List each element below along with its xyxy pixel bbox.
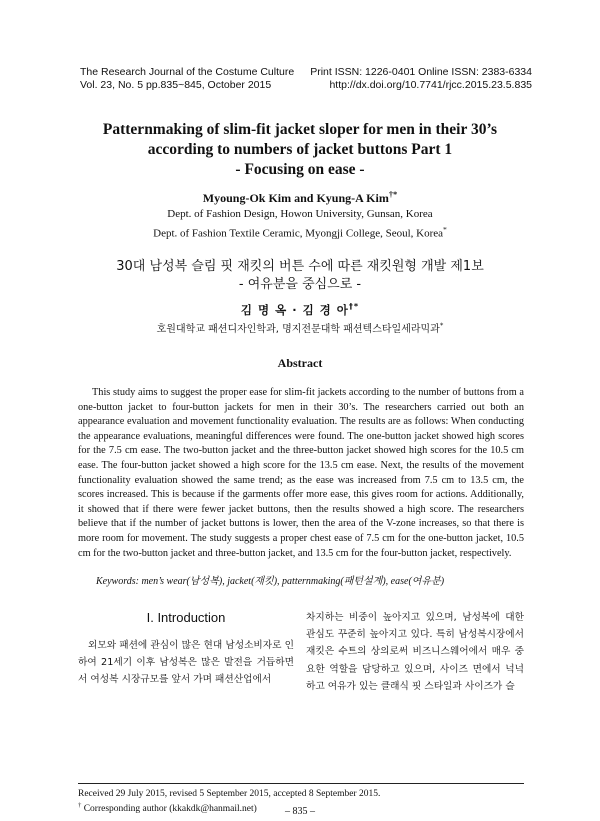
intro-paragraph-left: 외모와 패션에 관심이 많은 현대 남성소비자로 인하여 21세기 이후 남성복은 많은 발전을 거듭하면서 여성복 시장규모를 앞서 가며 패션산업에서 <box>78 640 294 686</box>
section-heading-introduction: I. Introduction <box>146 610 226 625</box>
intro-column-right <box>306 609 524 695</box>
corresponding-text: Corresponding author (kkakdk@hanmail.net) <box>81 804 257 815</box>
running-header-right <box>310 66 532 92</box>
author-mark: †* <box>388 190 398 199</box>
intro-paragraph-right: 차지하는 비중이 높아지고 있으며, 남성복에 대한 관심도 꾸준히 높아지고 있다. 특히 남성복시장에서 재킷은 수트의 상의로써 비즈니스웨어에서 매우 중요한 역할을 담당하고 있으며, 사이즈 면에서 넉넉하고 여유가 있는 클래식 핏 스타일과 사이즈가 슬 <box>306 612 524 692</box>
affiliation-1: Dept. of Fashion Design, Howon University, Gunsan, Korea <box>167 208 433 220</box>
korean-authors <box>60 302 540 318</box>
author-names <box>60 190 540 206</box>
author-names-text: Myoung-Ok Kim and Kyung-A Kim <box>202 191 389 205</box>
intro-column-left <box>78 610 294 689</box>
title-line-1: Patternmaking of slim-fit jacket sloper for men in their 30’s <box>102 121 498 138</box>
korean-affiliation <box>60 320 540 335</box>
footnote-divider <box>78 783 524 784</box>
korean-title-line-2: - 여유분을 중심으로 - <box>238 277 362 292</box>
title-line-3: - Focusing on ease - <box>235 161 365 178</box>
corresponding-mark: † <box>78 802 82 809</box>
journal-name: The Research Journal of the Costume Culture <box>80 66 295 78</box>
volume-info: Vol. 23, No. 5 pp.835~845, October 2015 <box>80 79 272 91</box>
korean-authors-text: 김 명 옥 · 김 경 아 <box>240 303 349 317</box>
page-number: – 835 – <box>285 806 315 817</box>
korean-authors-mark: †* <box>348 302 360 312</box>
issn-info: Print ISSN: 1226-0401 Online ISSN: 2383-6334 <box>310 66 532 78</box>
affiliation-2 <box>60 222 540 242</box>
affiliation-2-text: Dept. of Fashion Textile Ceramic, Myongji College, Seoul, Korea <box>153 227 444 240</box>
abstract-body: This study aims to suggest the proper ease for slim-fit jackets according to the number of buttons from a one-button jacket to four-button jackets for men in their 30’s. The researchers carried out both an appearance evaluation and movement functionality evaluation. The results are as follows: When conducting the appearance evaluations, meaningful differences were found. The one-button jacket showed high scores for the 7.5 cm ease. The two-button jacket and the three-button jacket showed high scores for the 10.5 cm ease. The four-button jacket showed a high score for the 13.5 cm ease. Next, the results of the movement functionality evaluation showed the same trend; as the ease was increased from 7.5 cm to 13.5 cm, the scores increased. This is because if the garments offer more ease, this gives room for actions. Additionally, it showed that if there were fewer jacket buttons, then the results showed a high score. The researchers believe that if the number of jacket buttons is lower, then the area of the V-zone increases, so that there is more room for movement. The study suggests a proper chest ease of 7.5 cm for the one-button jacket, 10.5 cm for the two-button jacket and three-button jacket, and 13.5 cm for the four-button jacket, respectively. <box>78 387 524 559</box>
abstract-heading: Abstract <box>277 356 323 370</box>
received-dates: Received 29 July 2015, revised 5 September 2015, accepted 8 September 2015. <box>78 789 381 799</box>
paper-title <box>60 120 540 180</box>
keywords: Keywords: men’s wear(남성복), jacket(재킷), patternmaking(패턴설계), ease(여유분) <box>96 576 445 587</box>
running-header-left <box>80 66 294 92</box>
korean-affiliation-mark: * <box>439 321 444 330</box>
affiliation-2-mark: * <box>443 225 447 234</box>
korean-title <box>60 258 540 294</box>
korean-title-line-1: 30대 남성복 슬림 핏 재킷의 버튼 수에 따른 재킷원형 개발 제1보 <box>116 259 484 274</box>
korean-affiliation-text: 호원대학교 패션디자인학과, 명지전문대학 패션텍스타일세라믹과 <box>156 324 440 335</box>
title-line-2: according to numbers of jacket buttons Part 1 <box>147 141 453 158</box>
doi-link[interactable]: http://dx.doi.org/10.7741/rjcc.2015.23.5.835 <box>329 79 532 91</box>
author-affiliations <box>60 206 540 242</box>
